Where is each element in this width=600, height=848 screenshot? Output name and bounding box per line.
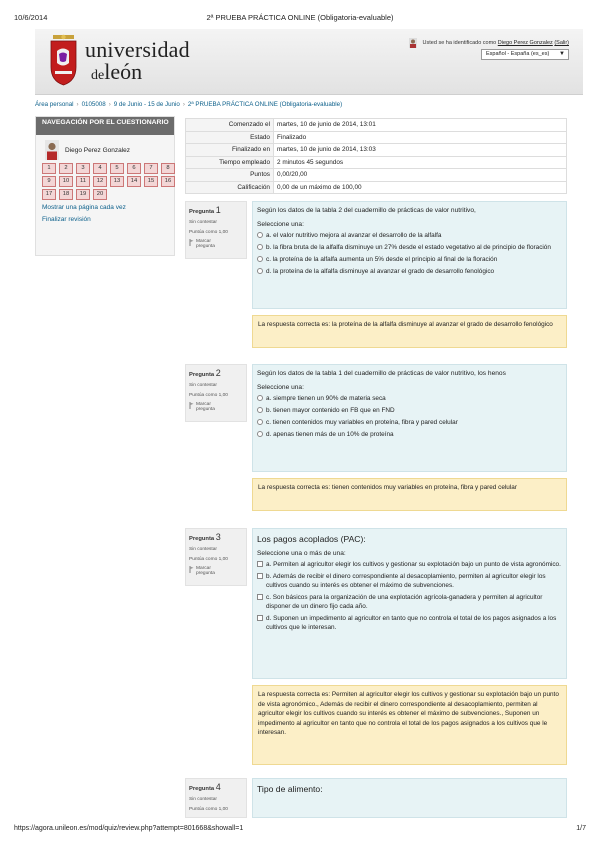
flag-question[interactable]	[189, 402, 243, 412]
attempt-summary-table	[185, 118, 567, 194]
question-status: Sin contestar	[189, 797, 217, 802]
question-status: Sin contestar	[189, 547, 217, 552]
summary-label: Puntos	[186, 169, 274, 182]
question-nav-button[interactable]: 11	[76, 176, 90, 187]
checkbox[interactable]	[257, 561, 263, 567]
question-points: Puntúa como 1,00	[189, 807, 228, 812]
question-nav-button[interactable]: 4	[93, 163, 107, 174]
print-page-number: 1/7	[576, 825, 586, 832]
question-nav-button[interactable]: 17	[42, 189, 56, 200]
summary-label: Comenzado el	[186, 119, 274, 132]
question-nav-button[interactable]: 16	[161, 176, 175, 187]
answer-option-text: d. Suponen un impedimento al agricultor en tanto que no controla el total de los pagos asignados a los cultivos que le interesan.	[266, 615, 557, 631]
summary-value: martes, 10 de junio de 2014, 13:01	[274, 119, 567, 132]
breadcrumb-section[interactable]: 9 de Junio - 15 de Junio	[113, 101, 180, 108]
summary-value: 0,00 de un máximo de 100,00	[274, 181, 567, 194]
answer-prompt: Seleccione una:	[257, 221, 304, 228]
question-label: Pregunta	[189, 786, 215, 792]
question-nav-button[interactable]: 6	[127, 163, 141, 174]
summary-label: Finalizado en	[186, 144, 274, 157]
question-number	[189, 368, 243, 378]
flag-label-line2: pregunta	[196, 407, 215, 412]
summary-row	[186, 131, 567, 144]
flag-label-line1: Marcar	[196, 239, 211, 244]
question-title: Los pagos acoplados (PAC):	[257, 534, 366, 544]
checkbox[interactable]	[257, 594, 263, 600]
question-label: Pregunta	[189, 372, 215, 378]
flag-icon	[189, 239, 194, 246]
correct-answer-feedback: La respuesta correcta es: la proteína de la alfalfa disminuye al avanzar el grado de desarrollo fenológico	[252, 315, 567, 348]
question-info	[185, 528, 247, 586]
answer-option[interactable]	[257, 418, 561, 427]
summary-label: Calificación	[186, 181, 274, 194]
summary-row	[186, 169, 567, 182]
radio-button[interactable]	[257, 431, 263, 437]
summary-value: 0,00/20,00	[274, 169, 567, 182]
question-nav-button[interactable]: 5	[110, 163, 124, 174]
print-url: https://agora.unileon.es/mod/quiz/review.php?attempt=801668&showall=1	[14, 825, 244, 832]
question-nav-button[interactable]: 15	[144, 176, 158, 187]
radio-button[interactable]	[257, 244, 263, 250]
logo-leon: león	[104, 59, 143, 84]
answer-option[interactable]	[257, 267, 561, 276]
radio-button[interactable]	[257, 268, 263, 274]
flag-label-line1: Marcar	[196, 566, 211, 571]
nav-user	[36, 135, 174, 161]
answer-option[interactable]	[257, 255, 561, 264]
summary-row	[186, 144, 567, 157]
question-nav-button[interactable]: 2	[59, 163, 73, 174]
print-date: 10/6/2014	[14, 13, 48, 22]
summary-label: Estado	[186, 131, 274, 144]
radio-button[interactable]	[257, 419, 263, 425]
university-logo	[85, 39, 190, 83]
question-content	[252, 778, 567, 818]
summary-row	[186, 156, 567, 169]
print-title: 2ª PRUEBA PRÁCTICA ONLINE (Obligatoria-evaluable)	[206, 13, 394, 22]
login-user-link[interactable]: Diego Perez Gonzalez	[497, 40, 553, 46]
print-footer	[14, 825, 586, 835]
question-points: Puntúa como 1,00	[189, 557, 228, 562]
flag-label	[196, 239, 215, 249]
logout-link[interactable]: (Salir)	[554, 40, 569, 46]
question-nav-button[interactable]: 9	[42, 176, 56, 187]
checkbox[interactable]	[257, 573, 263, 579]
question-text: Según los datos de la tabla 2 del cuadernillo de prácticas de valor nutritivo,	[257, 207, 476, 214]
language-select[interactable]	[481, 49, 569, 60]
question-number-value: 2	[215, 368, 221, 378]
question-info	[185, 201, 247, 259]
breadcrumb-quiz[interactable]: 2ª PRUEBA PRÁCTICA ONLINE (Obligatoria-evaluable)	[187, 101, 343, 108]
answer-option-text: a. Permiten al agricultor elegir los cultivos y gestionar su explotación bajo un punto de vista agronómico.	[266, 561, 561, 568]
question-nav-grid	[36, 161, 174, 200]
breadcrumb-separator: ›	[108, 101, 111, 108]
question-nav-button[interactable]: 18	[59, 189, 73, 200]
answer-option-text: c. tienen contenidos muy variables en proteína, fibra y pared celular	[266, 419, 458, 426]
answer-option-text: b. tienen mayor contenido en FB que en FND	[266, 407, 395, 414]
question-nav-button[interactable]: 3	[76, 163, 90, 174]
summary-value: Finalizado	[274, 131, 567, 144]
quiz-navigation-title: NAVEGACIÓN POR EL CUESTIONARIO	[36, 117, 174, 135]
question-content	[252, 528, 567, 765]
question-nav-button[interactable]: 20	[93, 189, 107, 200]
flag-label	[196, 566, 215, 576]
university-crest-icon	[47, 33, 80, 87]
summary-row	[186, 119, 567, 132]
answer-option[interactable]	[257, 231, 561, 240]
question-number	[189, 205, 243, 215]
flag-question[interactable]	[189, 566, 243, 576]
language-select-value: Español - España (es_es)	[486, 51, 550, 57]
question-label: Pregunta	[189, 209, 215, 215]
logo-de: de	[91, 68, 105, 83]
answer-prompt: Seleccione una:	[257, 384, 304, 391]
question-number-value: 3	[215, 532, 221, 542]
answer-option-text: b. la fibra bruta de la alfalfa disminuye un 27% desde el estado vegetativo al de principio de floración	[266, 244, 551, 251]
breadcrumb-separator: ›	[76, 101, 79, 108]
nav-user-name: Diego Perez Gonzalez	[65, 146, 131, 154]
answer-option[interactable]	[257, 614, 561, 632]
answer-option-text: d. apenas tienen más de un 10% de proteína	[266, 431, 394, 438]
question-status: Sin contestar	[189, 383, 217, 388]
summary-row	[186, 181, 567, 194]
print-header	[14, 13, 586, 23]
question-label: Pregunta	[189, 536, 215, 542]
question-number	[189, 532, 243, 542]
summary-value: martes, 10 de junio de 2014, 13:03	[274, 144, 567, 157]
show-one-page-link[interactable]: Mostrar una página cada vez	[42, 204, 126, 211]
correct-answer-feedback: La respuesta correcta es: Permiten al agricultor elegir los cultivos y gestionar su explotación bajo un punto de vista agronómico., Además de recibir el dinero correspondiente al desacoplamiento, permiten al agricultor elegir los cultivos cuando su interés es obtener el máximo de subvenciones., Suponen un impedimento al agricultor en tanto que no controla el total de los pagos asignados a los cultivos que le interesan.	[252, 685, 567, 765]
question-text-box	[252, 364, 567, 472]
breadcrumb-home[interactable]: Área personal	[35, 101, 74, 108]
question-number	[189, 782, 243, 792]
flag-label-line2: pregunta	[196, 571, 215, 576]
checkbox[interactable]	[257, 615, 263, 621]
flag-label	[196, 402, 215, 412]
user-avatar-icon	[45, 140, 59, 160]
answer-option-text: d. la proteína de la alfalfa disminuye al avanzar el grado de desarrollo fenológico	[266, 268, 495, 275]
question-number-value: 4	[215, 782, 221, 792]
answer-prompt: Seleccione una o más de una:	[257, 550, 346, 557]
login-info	[409, 38, 569, 48]
question-text-box	[252, 201, 567, 309]
flag-label-line1: Marcar	[196, 402, 211, 407]
flag-icon	[189, 566, 194, 573]
user-avatar-small-icon	[409, 38, 417, 48]
site-banner	[35, 29, 583, 95]
flag-question[interactable]	[189, 239, 243, 249]
question-title: Tipo de alimento:	[257, 784, 323, 794]
logo-line-universidad: universidad	[85, 37, 190, 62]
question-nav-button[interactable]: 1	[42, 163, 56, 174]
question-nav-button[interactable]: 14	[127, 176, 141, 187]
flag-icon	[189, 402, 194, 409]
question-points: Puntúa como 1,00	[189, 230, 228, 235]
dropdown-arrow-icon: ▼	[559, 51, 565, 57]
summary-label: Tiempo empleado	[186, 156, 274, 169]
question-status: Sin contestar	[189, 220, 217, 225]
answer-option[interactable]	[257, 243, 561, 252]
login-text	[423, 40, 569, 46]
answer-option[interactable]	[257, 593, 561, 611]
answer-option[interactable]	[257, 572, 561, 590]
question-info	[185, 778, 247, 818]
question-nav-button[interactable]: 7	[144, 163, 158, 174]
radio-button[interactable]	[257, 232, 263, 238]
answer-option-text: a. siempre tienen un 90% de materia seca	[266, 395, 386, 402]
answer-option[interactable]	[257, 430, 561, 439]
question-content	[252, 201, 567, 348]
answer-option[interactable]	[257, 394, 561, 403]
answer-option-text: c. Son básicos para la organización de una explotación agrícola-ganadera y permiten al agricultor disponer de un dinero fijo cada año.	[266, 594, 543, 610]
answer-option-text: c. la proteína de la alfalfa aumenta un 5% desde el principio al final de la floración	[266, 256, 498, 263]
question-nav-button[interactable]: 10	[59, 176, 73, 187]
radio-button[interactable]	[257, 395, 263, 401]
question-nav-button[interactable]: 19	[76, 189, 90, 200]
summary-value: 2 minutos 45 segundos	[274, 156, 567, 169]
correct-answer-feedback: La respuesta correcta es: tienen contenidos muy variables en proteína, fibra y pared celular	[252, 478, 567, 511]
question-info	[185, 364, 247, 422]
question-nav-button[interactable]: 12	[93, 176, 107, 187]
question-text: Según los datos de la tabla 1 del cuadernillo de prácticas de valor nutritivo, los henos	[257, 370, 506, 377]
answer-option-text: b. Además de recibir el dinero correspondiente al desacoplamiento, permiten al agricultor elegir los cultivos cuando su interés es obtener el máximo de subvenciones.	[266, 573, 546, 589]
finish-review-link[interactable]: Finalizar revisión	[42, 216, 91, 223]
breadcrumb-course[interactable]: 0105008	[81, 101, 106, 108]
login-prefix: Usted se ha identificado como	[422, 40, 497, 46]
logo-line-de-leon	[91, 61, 190, 83]
question-content	[252, 364, 567, 511]
answer-option[interactable]	[257, 560, 561, 569]
question-points: Puntúa como 1,00	[189, 393, 228, 398]
radio-button[interactable]	[257, 256, 263, 262]
question-nav-button[interactable]: 8	[161, 163, 175, 174]
radio-button[interactable]	[257, 407, 263, 413]
question-text-box	[252, 778, 567, 818]
answer-option[interactable]	[257, 406, 561, 415]
quiz-navigation-block	[35, 116, 175, 256]
question-nav-button[interactable]: 13	[110, 176, 124, 187]
breadcrumb	[35, 101, 342, 108]
question-text-box	[252, 528, 567, 679]
answer-option-text: a. el valor nutritivo mejora al avanzar el desarrollo de la alfalfa	[266, 232, 442, 239]
flag-label-line2: pregunta	[196, 244, 215, 249]
breadcrumb-separator: ›	[182, 101, 185, 108]
question-number-value: 1	[215, 205, 221, 215]
